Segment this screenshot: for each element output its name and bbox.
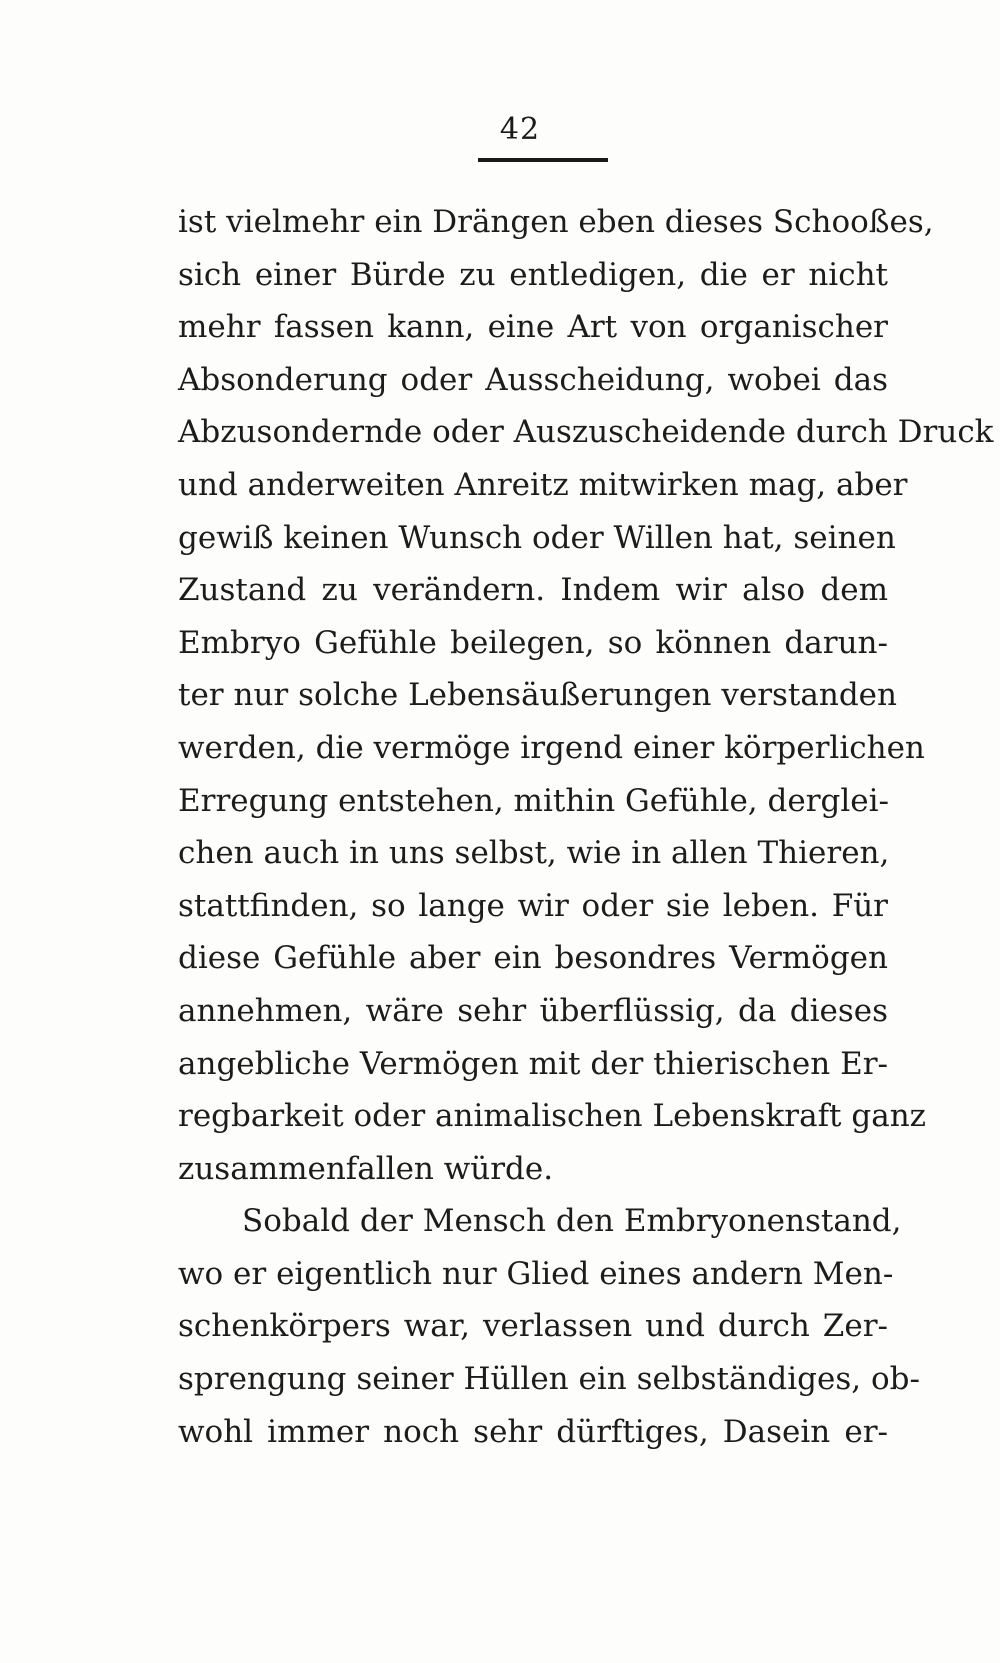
text-line: wo er eigentlich nur Glied eines andern Men-: [178, 1255, 894, 1292]
text-line: sich einer Bürde zu entledigen, die er nicht: [178, 256, 888, 293]
text-line: und anderweiten Anreitz mitwirken mag, aber: [178, 466, 908, 503]
paragraph-1: [178, 196, 994, 1195]
text-line: Zustand zu verändern. Indem wir also dem: [178, 572, 888, 609]
page-number: 42: [499, 112, 541, 147]
text-line: zusammenfallen würde.: [178, 1150, 554, 1187]
text-line: ist vielmehr ein Drängen eben dieses Schooßes,: [178, 204, 934, 240]
text-line: sprengung seiner Hüllen ein selbständiges, ob-: [178, 1361, 920, 1398]
text-line: wohl immer noch sehr dürftiges, Dasein er-: [178, 1413, 888, 1450]
text-line: Embryo Gefühle beilegen, so können darun-: [178, 624, 888, 661]
text-line: Absonderung oder Ausscheidung, wobei das: [178, 361, 888, 398]
text-line: mehr fassen kann, eine Art von organischer: [178, 309, 888, 346]
text-line: Erregung entstehen, mithin Gefühle, derglei-: [178, 782, 890, 819]
text-line: angebliche Vermögen mit der thierischen Er-: [178, 1045, 888, 1082]
text-line: schenkörpers war, verlassen und durch Zer-: [178, 1308, 888, 1345]
text-line: ter nur solche Lebensäußerungen verstanden: [178, 677, 897, 714]
paragraph-2: [178, 1195, 920, 1458]
text-line: werden, die vermöge irgend einer körperlichen: [178, 729, 925, 766]
text-line: stattfinden, so lange wir oder sie leben. Für: [178, 887, 888, 924]
text-line: gewiß keinen Wunsch oder Willen hat, seinen: [178, 519, 896, 556]
text-line: Abzusondernde oder Auszuscheidende durch Druck: [178, 414, 994, 451]
text-line: diese Gefühle aber ein besondres Vermögen: [178, 940, 888, 977]
body-text: [178, 196, 994, 1458]
header-rule: [478, 158, 608, 162]
text-line: annehmen, wäre sehr überflüssig, da dieses: [178, 992, 888, 1029]
text-line: Sobald der Mensch den Embryonenstand,: [242, 1203, 902, 1240]
text-line: chen auch in uns selbst, wie in allen Thieren,: [178, 835, 890, 872]
text-line: regbarkeit oder animalischen Lebenskraft ganz: [178, 1098, 926, 1135]
